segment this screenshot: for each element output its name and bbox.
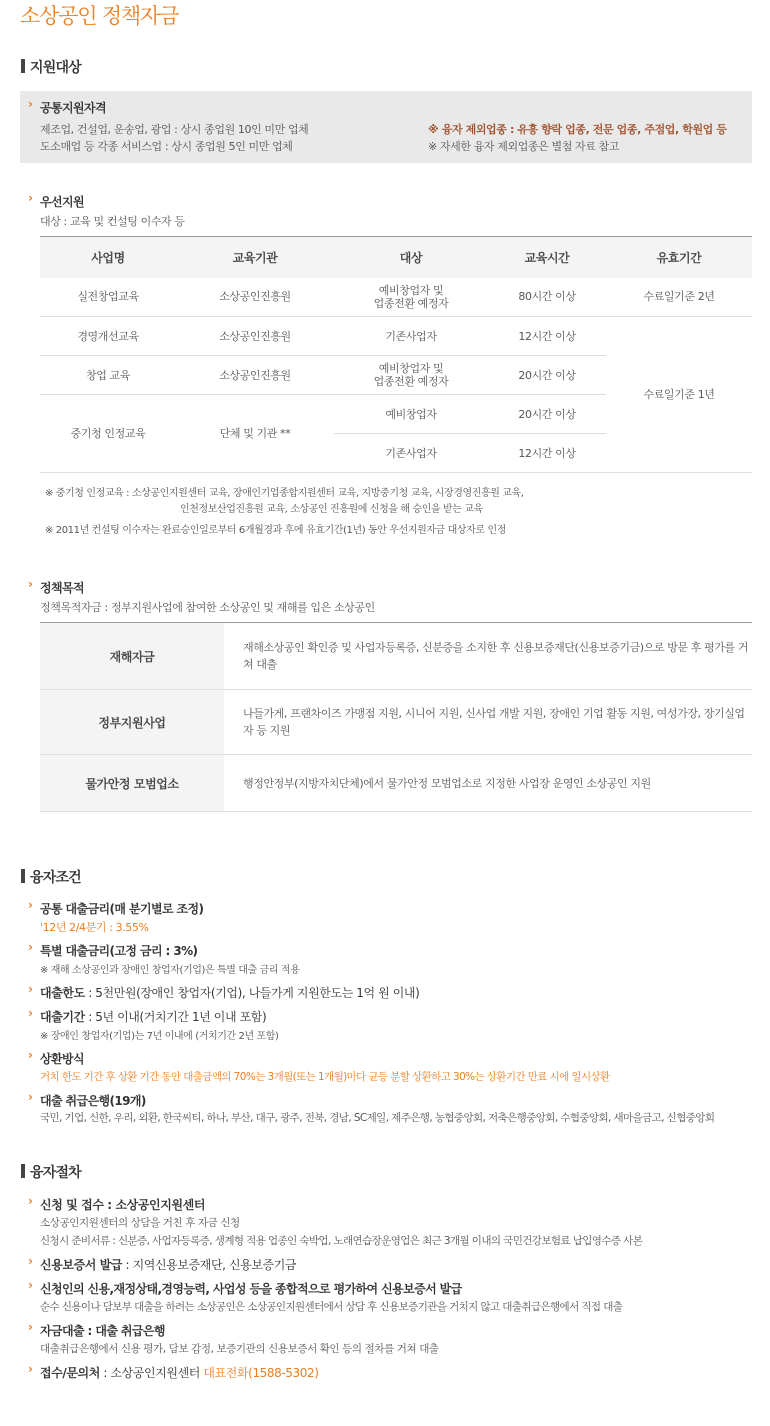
table-cell: 창업 교육 [40,356,176,395]
table-row [40,278,752,317]
table-note: ※ 중기청 인정교육 : 소상공인지원센터 교육, 장애인기업종합지원센터 교육, 지방중기청 교육, 시장경영진흥원 교육, [45,488,524,499]
table-cell: 예비창업자 및 업종전환 예정자 [334,278,488,317]
disbursement-desc: 대출취급은행에서 신용 평가, 담보 감정, 보증기관의 신용보증서 확인 등의 절차를 거쳐 대출 [40,1343,439,1355]
application-label: 신청 및 접수 [40,1198,104,1212]
table-cell: 예비창업자 및 업종전환 예정자 [334,356,488,395]
policy-purpose-desc: 정책목적자금 : 정부지원사업에 참여한 소상공인 및 재해를 입은 소상공인 [40,601,375,614]
exclusion-note: ※ 자세한 융자 제외업종은 별첨 자료 참고 [428,140,620,153]
policy-purpose-table [40,622,752,812]
column-header: 대상 [334,237,488,278]
table-row [40,755,752,812]
table-cell: 12시간 이상 [488,317,606,356]
special-rate-note: ※ 재해 소상공인과 장애인 창업자(기업)은 특별 대출 금리 적용 [40,965,300,976]
exclusion-label: ※ 융자 제외업종 : [428,123,518,136]
page-title: 소상공인 정책자금 [20,4,179,28]
loan-period-note: ※ 장애인 창업자(기업)는 7년 이내에 (거치기간 2년 포함) [40,1031,279,1042]
table-cell: 기존사업자 [334,434,488,473]
repayment-desc: 거치 한도 기간 후 상환 기간 동안 대출금액의 70%는 3개월(또는 1개월)마다 균등 분할 상환하고 30%는 상환기간 만료 시에 일시상환 [40,1071,610,1083]
table-cell: 소상공인진흥원 [176,317,334,356]
table-cell: 20시간 이상 [488,395,606,434]
application-line [40,1196,205,1213]
table-cell: 기존사업자 [334,317,488,356]
table-cell: 예비창업자 [334,395,488,434]
chevron-right-icon: › [28,1194,33,1208]
table-cell: 재해소상공인 확인증 및 사업자등록증, 신분증을 소지한 후 신용보증재단(신용보증기금)으로 방문 후 평가를 거쳐 대출 [224,623,752,690]
chevron-right-icon: › [28,97,33,111]
row-header: 정부지원사업 [40,690,224,755]
guarantee-value: : 지역신용보증재단, 신용보증기금 [122,1258,297,1272]
common-rate-title: 공통 대출금리(매 분기별로 조정) [40,902,204,916]
priority-support-desc: 대상 : 교육 및 컨설팅 이수자 등 [40,215,185,228]
contact-value: : 소상공인지원센터 [99,1366,204,1380]
guarantee-line [40,1256,296,1273]
disbursement-title: 자금대출 : 대출 취급은행 [40,1324,165,1338]
loan-period-line [40,1008,266,1025]
table-cell: 경영개선교육 [40,317,176,356]
table-header-row [40,237,752,278]
application-desc: 소상공인지원센터의 상담을 거친 후 자금 신청 [40,1217,240,1229]
contact-phone[interactable]: 대표전화(1588-5302) [203,1366,319,1380]
table-cell: 중기청 인정교육 [40,395,176,473]
loan-period-label: 대출기간 [40,1010,85,1024]
table-cell: 실전창업교육 [40,278,176,317]
loan-limit-value: : 5천만원(장애인 창업자(기업), 나들가게 지원한도는 1억 원 이내) [84,986,420,1000]
column-header: 교육기관 [176,237,334,278]
table-cell: 나들가게, 프랜차이즈 가맹점 지원, 시니어 지원, 신사업 개발 지원, 장애인 기업 활동 지원, 여성가장, 장기실업자 등 지원 [224,690,752,755]
loan-period-value: : 5년 이내(거치기간 1년 이내 포함) [84,1010,267,1024]
exclusion-value: 유흥 향락 업종, 전문 업종, 주점업, 학원업 등 [517,123,727,136]
table-row [40,623,752,690]
chevron-right-icon: › [28,1278,33,1292]
section-heading-support-target: 지원대상 [30,57,81,77]
contact-line [40,1364,319,1381]
chevron-right-icon: › [28,1362,33,1376]
chevron-right-icon: › [28,982,33,996]
chevron-right-icon: › [28,1048,33,1062]
section-heading-loan-terms: 융자조건 [30,867,81,887]
chevron-right-icon: › [28,1254,33,1268]
common-eligibility-line: 도소매업 등 각종 서비스업 : 상시 종업원 5인 미만 업체 [40,140,293,153]
row-header: 물가안정 모범업소 [40,755,224,812]
chevron-right-icon: › [28,1320,33,1334]
evaluation-title: 신청인의 신용,재정상태,경영능력, 사업성 등을 종합적으로 평가하여 신용보증서 발급 [40,1282,462,1296]
guarantee-label: 신용보증서 발급 [40,1258,123,1272]
column-header: 유효기간 [606,237,752,278]
special-rate-title: 특별 대출금리(고정 금리 : 3%) [40,944,198,958]
column-header: 교육시간 [488,237,606,278]
chevron-right-icon: › [28,1090,33,1104]
table-cell: 행정안정부(지방자치단체)에서 물가안정 모범업소로 지정한 사업장 운영인 소상공인 지원 [224,755,752,812]
table-row [40,317,752,356]
exclusion-line [428,121,727,137]
chevron-right-icon: › [28,191,33,205]
common-rate-value: '12년 2/4분기 : 3.55% [40,921,149,934]
repayment-title: 상환방식 [40,1052,84,1066]
table-cell: 수료일기준 2년 [606,278,752,317]
table-cell: 12시간 이상 [488,434,606,473]
section-heading-loan-procedure: 융자절차 [30,1162,81,1182]
priority-support-title: 우선지원 [40,195,84,209]
chevron-right-icon: › [28,898,33,912]
table-cell: 소상공인진흥원 [176,356,334,395]
banks-title: 대출 취급은행(19개) [40,1094,146,1108]
table-row [40,690,752,755]
table-cell: 단체 및 기관 ** [176,395,334,473]
table-cell: 수료일기준 1년 [606,317,752,473]
common-eligibility-line: 제조업, 건설업, 운송업, 광업 : 상시 종업원 10인 미만 업체 [40,123,309,136]
loan-limit-label: 대출한도 [40,986,85,1000]
row-header: 재해자금 [40,623,224,690]
table-note: ※ 2011년 컨설팅 이수자는 완료승인일로부터 6개월경과 후에 유효기간(1년) 동안 우선지원자금 대상자로 인정 [45,525,506,536]
table-cell: 20시간 이상 [488,356,606,395]
column-header: 사업명 [40,237,176,278]
chevron-right-icon: › [28,940,33,954]
loan-limit-line [40,984,419,1001]
policy-purpose-title: 정책목적 [40,581,84,595]
evaluation-desc: 순수 신용이나 담보부 대출을 하려는 소상공인은 소상공인지원센터에서 상담 후 신용보증기관을 거치지 않고 대출취급은행에서 직접 대출 [40,1301,623,1313]
contact-label: 접수/문의처 [40,1366,100,1380]
chevron-right-icon: › [28,577,33,591]
common-eligibility-title: 공통지원자격 [40,101,106,115]
table-cell: 소상공인진흥원 [176,278,334,317]
table-cell: 80시간 이상 [488,278,606,317]
application-docs: 신청시 준비서류 : 신분증, 사업자등록증, 생계형 적용 업종인 숙박업, 노래연습장운영업은 최근 3개월 이내의 국민건강보험료 납입영수증 사본 [40,1235,643,1247]
application-value: : 소상공인지원센터 [103,1198,206,1212]
banks-list: 국민, 기업, 신한, 우리, 외환, 한국씨티, 하나, 부산, 대구, 광주, 전북, 경남, SC제일, 제주은행, 농협중앙회, 저축은행중앙회, 수협중앙회, 새마을금고, 신협중앙회 [40,1112,715,1124]
chevron-right-icon: › [28,1006,33,1020]
table-note: 인천정보산업진흥원 교육, 소상공인 진흥원에 신청을 해 승인을 받는 교육 [180,504,483,515]
priority-support-table [40,236,752,473]
